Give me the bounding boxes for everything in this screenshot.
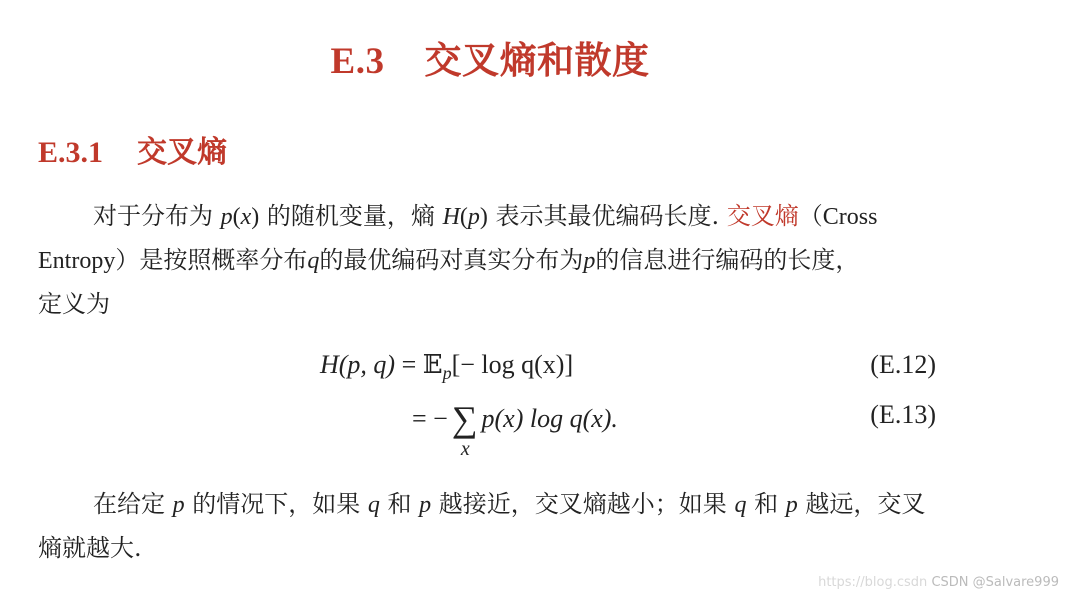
- text-run: 越远，交叉: [797, 490, 926, 518]
- section-title: [0, 30, 980, 84]
- math-var: p: [785, 492, 798, 518]
- equation-e12: [320, 350, 573, 384]
- math-paren: ): [479, 204, 488, 230]
- sigma-glyph: ∑: [451, 399, 478, 439]
- watermark-brand: CSDN @Salvare999: [931, 575, 1059, 590]
- highlight-term: 交叉熵: [726, 202, 799, 230]
- paragraph-line-2: [38, 527, 938, 570]
- equation-rhs-prefix: = −: [412, 403, 448, 433]
- text-run: 对于分布为: [93, 202, 221, 230]
- equation-rest: [− log q(x)]: [451, 350, 574, 379]
- text-run: 越接近，交叉熵越小；如果: [431, 490, 735, 518]
- equation-rhs: = 𝔼: [401, 350, 443, 379]
- math-paren: ): [251, 204, 260, 230]
- text-run: 的情况下，如果: [184, 490, 368, 518]
- math-var: p: [419, 492, 432, 518]
- paragraph-line-1: [38, 483, 938, 527]
- subsection-title: [38, 127, 227, 171]
- math-var: q: [307, 248, 320, 274]
- text-run: 和: [379, 490, 420, 518]
- math-paren: (: [232, 204, 241, 230]
- subsection-title-text: 交叉熵: [137, 135, 228, 170]
- paragraph-line-2: [38, 239, 938, 283]
- text-run: 的随机变量，熵: [259, 202, 443, 230]
- text-run: 熵就越大.: [38, 534, 142, 562]
- text-run: 的信息进行编码的长度，: [595, 246, 860, 274]
- text-run: 和: [746, 490, 786, 518]
- section-number: E.3: [330, 41, 385, 82]
- equation-e13: [412, 399, 618, 460]
- paragraph-definition: [38, 195, 938, 326]
- text-run: （Cross: [798, 204, 878, 230]
- text-run: Entropy）是按照概率分布: [38, 248, 308, 274]
- text-run: 定义为: [38, 290, 110, 318]
- paragraph-conclusion: [38, 483, 938, 570]
- math-var: q: [367, 492, 380, 518]
- paragraph-line-3: [38, 283, 938, 326]
- subsection-number: E.3.1: [38, 136, 104, 169]
- equation-subscript: p: [442, 363, 452, 383]
- paragraph-line-1: [38, 195, 938, 239]
- watermark: [818, 575, 1059, 590]
- text-run: 的最优编码对真实分布为: [319, 246, 584, 274]
- summation-index: x: [460, 438, 470, 460]
- text-run: 在给定: [93, 490, 173, 518]
- math-var: p: [467, 204, 480, 230]
- watermark-url: https://blog.csdn: [818, 575, 928, 590]
- math-var: x: [240, 204, 252, 230]
- equation-label-e12: (E.12): [870, 350, 936, 379]
- text-run: 表示其最优编码长度.: [487, 202, 727, 230]
- math-var: q: [734, 492, 747, 518]
- equation-lhs: H(p, q): [320, 350, 396, 379]
- equation-rest: p(x) log q(x).: [481, 403, 618, 433]
- math-var: p: [583, 248, 596, 274]
- summation-symbol: [451, 398, 478, 460]
- math-var: H: [442, 204, 460, 230]
- equation-label-e13: (E.13): [870, 400, 936, 429]
- math-var: p: [172, 492, 185, 518]
- math-var: p: [220, 204, 233, 230]
- section-title-text: 交叉熵和散度: [424, 38, 650, 82]
- math-paren: (: [459, 204, 468, 230]
